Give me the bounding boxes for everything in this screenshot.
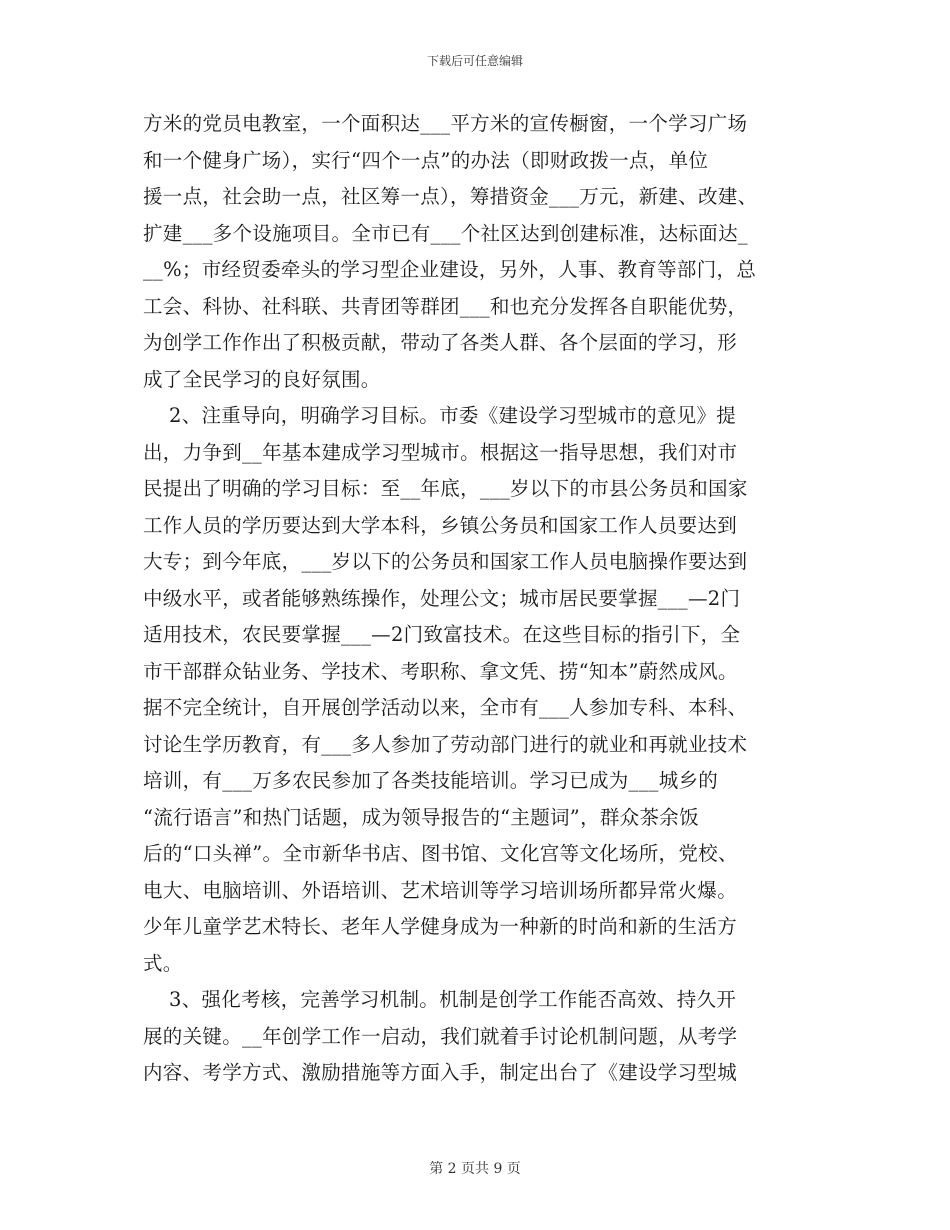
document-body [143, 106, 823, 1092]
text-line: 式。 [143, 951, 183, 975]
text-line: 成了全民学习的良好氛围。 [143, 367, 381, 391]
text-line: 3、强化考核，完善学习机制。机制是创学工作能否高效、持久开 [143, 988, 737, 1011]
paragraph-2 [143, 398, 823, 982]
paragraph-1 [143, 106, 823, 398]
text-line: __%；市经贸委牵头的学习型企业建设，另外，人事、教育等部门，总 [143, 258, 757, 281]
text-line: 大专；到今年底，___岁以下的公务员和国家工作人员电脑操作要达到 [143, 550, 748, 573]
text-line: 内容、考学方式、激励措施等方面入手，制定出台了《建设学习型城 [143, 1061, 738, 1084]
text-line: 扩建___多个设施项目。全市已有___个社区达到创建标准，达标面达_ [143, 221, 748, 245]
text-line: 2、注重导向，明确学习目标。市委《建设学习型城市的意见》提 [143, 404, 737, 427]
text-line: 工作人员的学历要达到大学本科，乡镇公务员和国家工作人员要达到 [143, 513, 738, 537]
paragraph-3 [143, 982, 823, 1092]
text-line: 工会、科协、社科联、共青团等群团___和也充分发挥各自职能优势， [143, 294, 748, 318]
page-number: 第 2 页共 9 页 [429, 1161, 521, 1177]
text-line: 和一个健身广场），实行“四个一点”的办法（即财政拨一点，单位 [143, 148, 709, 172]
text-line: 方米的党员电教室，一个面积达___平方米的宣传橱窗，一个学习广场 [143, 112, 748, 135]
text-line: 援一点，社会助一点，社区筹一点），筹措资金___万元，新建、改建、 [143, 185, 758, 208]
text-line: 少年儿童学艺术特长、老年人学健身成为一种新的时尚和新的生活方 [143, 915, 738, 938]
text-line: 为创学工作作出了积极贡献，带动了各类人群、各个层面的学习，形 [143, 331, 738, 354]
text-line: 出，力争到__年基本建成学习型城市。根据这一指导思想，我们对市 [143, 440, 738, 464]
text-line: 市干部群众钻业务、学技术、考职称、拿文凭、捞“知本”蔚然成风。 [143, 659, 738, 683]
text-line: 民提出了明确的学习目标：至__年底，___岁以下的市县公务员和国家 [143, 477, 748, 500]
text-line: 电大、电脑培训、外语培训、艺术培训等学习培训场所都异常火爆。 [143, 878, 738, 902]
text-line: “流行语言”和热门话题，成为领导报告的“主题词”，群众茶余饭 [143, 805, 699, 829]
text-line: 中级水平，或者能够熟练操作，处理公文；城市居民要掌握___—2门 [143, 586, 741, 610]
text-line: 据不完全统计，自开展创学活动以来，全市有___人参加专科、本科、 [143, 696, 748, 719]
text-line: 展的关键。__年创学工作一启动，我们就着手讨论机制问题，从考学 [143, 1024, 738, 1048]
text-line: 适用技术，农民要掌握___—2门致富技术。在这些目标的指引下，全 [143, 623, 741, 646]
text-line: 培训，有___万多农民参加了各类技能培训。学习已成为___城乡的 [143, 769, 719, 792]
text-line: 讨论生学历教育，有___多人参加了劳动部门进行的就业和再就业技术 [143, 732, 748, 756]
page-header: 下载后可任意编辑 [426, 54, 523, 68]
text-line: 后的“口头禅”。全市新华书店、图书馆、文化宫等文化场所，党校、 [143, 842, 738, 865]
